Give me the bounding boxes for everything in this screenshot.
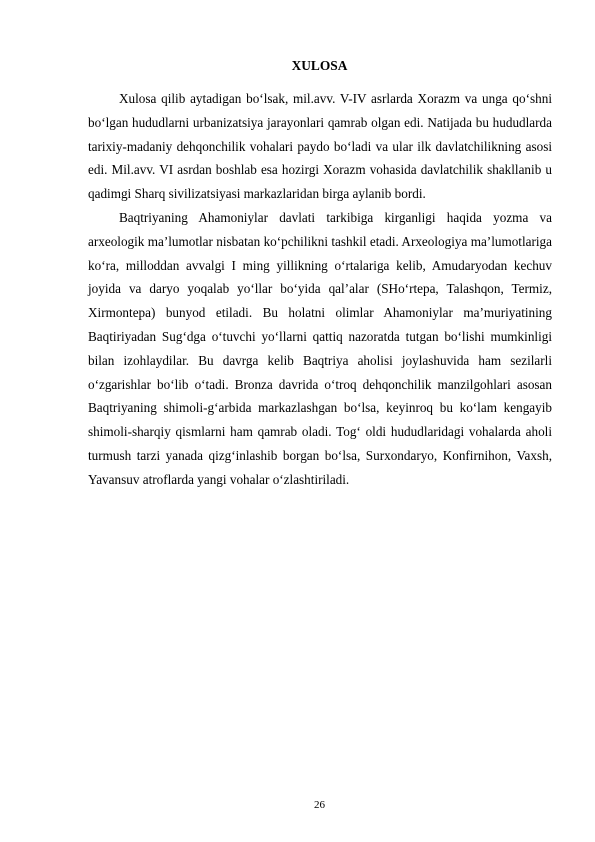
paragraph-bactria: Baqtriyaning Ahamoniylar davlati tarkibiga kirganligi haqida yozma va arxeologik ma’lumotlar nisbatan ko‘pchilikni tashkil etadi. Arxeologiya ma’lumotlariga ko‘ra, milloddan avvalgi I ming yillikning o‘rtalariga kelib, Amudaryodan kechuv joyida va daryo yoqalab yo‘llar bo‘yida qal’alar (SHo‘rtepa, Talashqon, Termiz, Xirmontepa) bunyod etiladi. Bu holatni olimlar Ahamoniylar ma’muriyatining Baqtiriyadan Sug‘dga o‘tuvchi yo‘llarni qattiq nazoratda tutgan bo‘lishi mumkinligi bilan izohlaydilar. Bu davrga kelib Baqtriya aholisi joylashuvida ham sezilarli o‘zgarishlar bo‘lib o‘tadi. Bronza davrida o‘troq dehqonchilik manzilgohlari asosan Baqtriyaning shimoli-g‘arbida markazlashgan bo‘lsa, keyinroq bu ko‘lam kengayib shimoli-sharqiy qismlarni ham qamrab oladi. Tog‘ oldi hududlaridagi vohalarda aholi turmush tarzi yanada qizg‘inlashib borgan bo‘lsa, Surxondaryo, Konfirnihon, Vaxsh, Yavansuv atroflarda yangi vohalar o‘zlashtiriladi.: [88, 209, 552, 487]
page-number: 26: [314, 799, 325, 811]
body-text: [88, 87, 552, 492]
paragraph-conclusion: Xulosa qilib aytadigan bo‘lsak, mil.avv. V-IV asrlarda Xorazm va unga qo‘shni bo‘lgan hududlarni urbanizatsiya jarayonlari qamrab olgan edi. Natijada bu hududlarda tarixiy-madaniy dehqonchilik vohalari paydo bo‘ladi va ular ilk davlatchilikning asosi edi. Mil.avv. VI asrdan boshlab esa hozirgi Xorazm vohasida davlatchilik shakllanib u qadimgi Sharq sivilizatsiyasi markazlaridan birga aylanib bordi.: [88, 91, 552, 202]
page-title: XULOSA: [291, 58, 348, 73]
